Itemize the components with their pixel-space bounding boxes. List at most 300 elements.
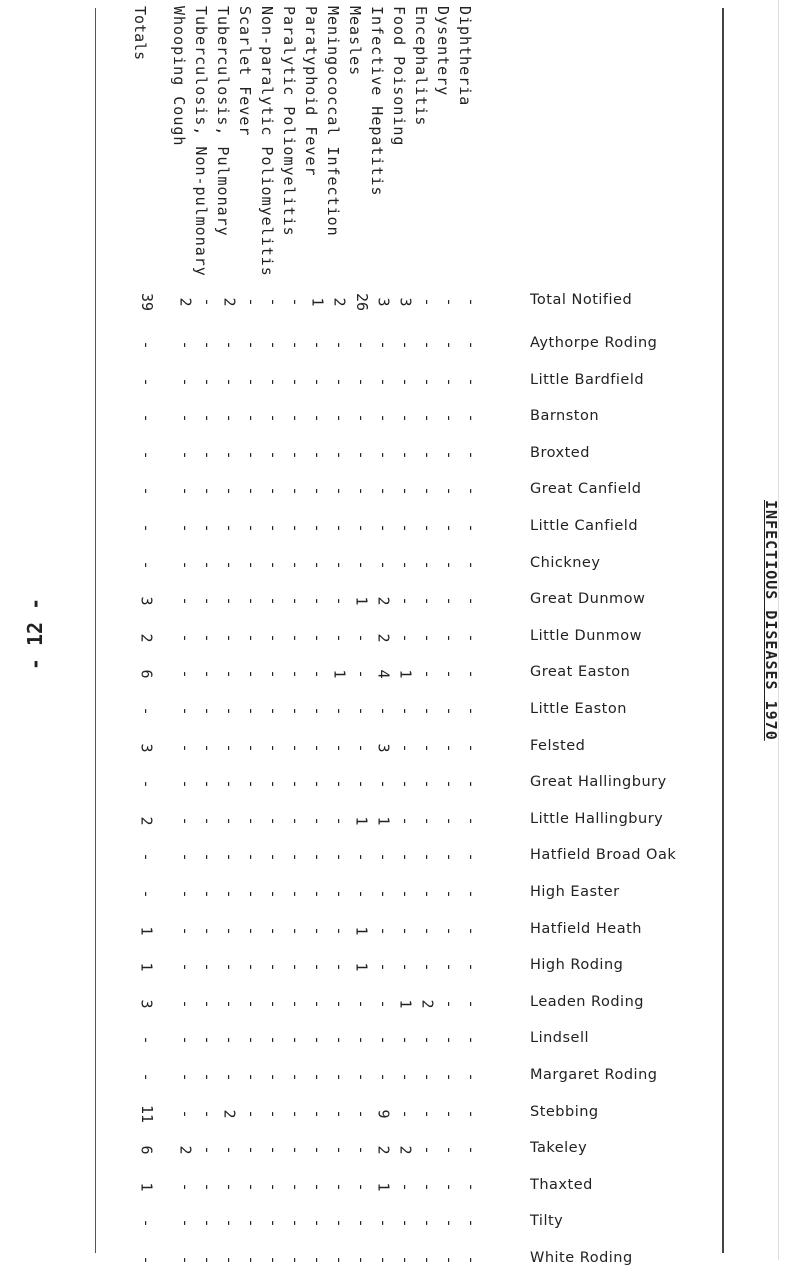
row-total-cell: - (138, 523, 156, 533)
total-notified-row (0, 290, 800, 330)
disease-cell: - (221, 706, 239, 716)
table-row (0, 1211, 800, 1251)
disease-cell: - (265, 486, 283, 496)
disease-cell: - (331, 1072, 349, 1082)
disease-cell: - (463, 962, 481, 972)
disease-cell: - (397, 1072, 415, 1082)
disease-cell: - (265, 1255, 283, 1265)
disease-cell: - (199, 377, 217, 387)
disease-cell: - (177, 486, 195, 496)
total-notified-cell: - (441, 297, 459, 307)
disease-cell: - (375, 852, 393, 862)
row-total-cell: 3 (138, 596, 156, 606)
disease-cell: - (199, 340, 217, 350)
disease-cell: - (331, 523, 349, 533)
disease-cell: - (331, 486, 349, 496)
disease-cell: - (265, 669, 283, 679)
disease-cell: - (397, 1182, 415, 1192)
disease-cell: - (287, 486, 305, 496)
disease-cell: 2 (375, 633, 393, 643)
disease-cell: - (441, 1072, 459, 1082)
disease-cell: 2 (419, 999, 437, 1009)
disease-cell: - (397, 1109, 415, 1119)
disease-cell: - (309, 926, 327, 936)
disease-cell: - (199, 816, 217, 826)
disease-cell: - (243, 743, 261, 753)
disease-cell: - (199, 852, 217, 862)
row-total-cell: - (138, 486, 156, 496)
table-row (0, 1175, 800, 1215)
disease-cell: - (419, 926, 437, 936)
village-name: Felsted (530, 738, 586, 754)
disease-cell: - (221, 1145, 239, 1155)
disease-cell: - (463, 1109, 481, 1119)
disease-cell: - (419, 633, 437, 643)
total-notified-cell: 2 (331, 297, 349, 307)
disease-cell: - (243, 669, 261, 679)
disease-cell: 1 (397, 669, 415, 679)
table-row (0, 919, 800, 959)
disease-header: Paratyphoid Fever (302, 6, 320, 177)
disease-cell: - (177, 669, 195, 679)
disease-cell: - (243, 1145, 261, 1155)
disease-cell: - (243, 560, 261, 570)
disease-cell: - (199, 669, 217, 679)
disease-cell: - (309, 743, 327, 753)
disease-header: Non-paralytic Poliomyelitis (258, 6, 276, 277)
disease-cell: - (419, 523, 437, 533)
disease-cell: - (199, 596, 217, 606)
village-name: Margaret Roding (530, 1067, 658, 1083)
village-name: Little Easton (530, 701, 627, 717)
village-name: Little Hallingbury (530, 811, 664, 827)
disease-cell: - (375, 486, 393, 496)
disease-cell: - (331, 1035, 349, 1045)
disease-cell: - (353, 706, 371, 716)
disease-cell: - (243, 1218, 261, 1228)
disease-cell: - (419, 377, 437, 387)
disease-cell: - (441, 486, 459, 496)
disease-cell: - (419, 1218, 437, 1228)
table-row (0, 662, 800, 702)
disease-cell: - (287, 816, 305, 826)
table-row (0, 809, 800, 849)
disease-header: Paralytic Poliomyelitis (280, 6, 298, 237)
disease-cell: - (331, 1109, 349, 1119)
table-row (0, 1248, 800, 1288)
disease-cell: - (419, 1072, 437, 1082)
disease-cell: - (419, 1145, 437, 1155)
disease-cell: - (375, 450, 393, 460)
disease-cell: - (397, 1218, 415, 1228)
disease-cell: - (309, 1182, 327, 1192)
disease-cell: - (419, 669, 437, 679)
disease-cell: - (463, 1072, 481, 1082)
disease-cell: - (199, 1109, 217, 1119)
disease-cell: - (463, 706, 481, 716)
village-name: Broxted (530, 445, 590, 461)
disease-cell: - (397, 889, 415, 899)
disease-cell: - (441, 706, 459, 716)
village-name: High Easter (530, 884, 620, 900)
village-name: Great Hallingbury (530, 774, 667, 790)
disease-cell: - (199, 413, 217, 423)
row-total-cell: 6 (138, 669, 156, 679)
table-row (0, 1138, 800, 1178)
disease-cell: - (309, 889, 327, 899)
disease-cell: - (463, 560, 481, 570)
disease-cell: - (221, 1255, 239, 1265)
row-total-cell: 2 (138, 816, 156, 826)
disease-cell: - (331, 560, 349, 570)
disease-cell: - (331, 596, 349, 606)
village-name: Hatfield Broad Oak (530, 847, 677, 863)
disease-cell: - (353, 1145, 371, 1155)
table-row (0, 626, 800, 666)
disease-cell: - (287, 1218, 305, 1228)
disease-cell: 2 (177, 1145, 195, 1155)
disease-cell: - (309, 1255, 327, 1265)
village-name: Great Easton (530, 664, 631, 680)
disease-cell: - (353, 743, 371, 753)
disease-cell: - (375, 413, 393, 423)
disease-header: Tuberculosis, Pulmonary (214, 6, 232, 237)
disease-cell: - (287, 743, 305, 753)
disease-cell: - (353, 450, 371, 460)
total-notified-cell: - (419, 297, 437, 307)
disease-cell: - (441, 413, 459, 423)
disease-cell: - (199, 926, 217, 936)
disease-cell: - (397, 523, 415, 533)
row-total-cell: 1 (138, 926, 156, 936)
disease-cell: - (287, 560, 305, 570)
disease-cell: - (375, 962, 393, 972)
disease-cell: - (463, 1145, 481, 1155)
disease-cell: - (199, 706, 217, 716)
village-name: Leaden Roding (530, 994, 644, 1010)
disease-cell: - (419, 596, 437, 606)
village-name: Little Canfield (530, 518, 639, 534)
disease-cell: - (177, 523, 195, 533)
disease-cell: - (287, 1109, 305, 1119)
disease-cell: - (397, 450, 415, 460)
disease-cell: - (397, 340, 415, 350)
disease-cell: - (265, 596, 283, 606)
disease-cell: - (287, 633, 305, 643)
disease-cell: - (199, 1035, 217, 1045)
disease-cell: - (375, 779, 393, 789)
disease-cell: - (287, 596, 305, 606)
page-number: - 12 - (23, 597, 47, 671)
row-total-cell: - (138, 1218, 156, 1228)
disease-cell: - (265, 999, 283, 1009)
disease-header: Diphtheria (456, 6, 474, 107)
disease-cell: - (375, 377, 393, 387)
disease-cell: - (287, 1035, 305, 1045)
disease-cell: - (177, 1182, 195, 1192)
disease-header: Tuberculosis, Non-pulmonary (192, 6, 210, 277)
disease-cell: - (265, 1182, 283, 1192)
disease-cell: - (243, 999, 261, 1009)
disease-cell: - (243, 889, 261, 899)
disease-cell: - (265, 926, 283, 936)
disease-cell: - (265, 779, 283, 789)
disease-cell: - (287, 852, 305, 862)
disease-cell: - (265, 743, 283, 753)
disease-cell: - (331, 779, 349, 789)
total-notified-cell: 2 (221, 297, 239, 307)
disease-cell: - (243, 1109, 261, 1119)
disease-cell: - (265, 450, 283, 460)
disease-cell: - (221, 340, 239, 350)
disease-header: Whooping Cough (170, 6, 188, 147)
disease-cell: - (331, 1145, 349, 1155)
disease-cell: - (463, 486, 481, 496)
disease-cell: - (463, 1218, 481, 1228)
disease-cell: - (221, 779, 239, 789)
disease-cell: - (419, 450, 437, 460)
disease-cell: - (331, 633, 349, 643)
disease-cell: - (397, 413, 415, 423)
disease-cell: - (331, 852, 349, 862)
disease-cell: - (199, 1182, 217, 1192)
table-row (0, 1065, 800, 1105)
table-row (0, 845, 800, 885)
disease-cell: - (309, 1072, 327, 1082)
disease-cell: - (353, 523, 371, 533)
disease-cell: - (265, 962, 283, 972)
village-name: Stebbing (530, 1104, 599, 1120)
disease-cell: - (397, 596, 415, 606)
disease-cell: - (309, 962, 327, 972)
disease-cell: - (287, 669, 305, 679)
disease-cell: - (331, 450, 349, 460)
disease-cell: - (177, 889, 195, 899)
village-name: Chickney (530, 555, 601, 571)
disease-cell: - (353, 486, 371, 496)
disease-cell: - (309, 450, 327, 460)
disease-cell: - (287, 1072, 305, 1082)
disease-cell: - (199, 1145, 217, 1155)
disease-cell: - (265, 523, 283, 533)
disease-cell: - (199, 523, 217, 533)
disease-cell: - (331, 816, 349, 826)
disease-cell: - (221, 926, 239, 936)
village-name: Thaxted (530, 1177, 593, 1193)
disease-cell: 1 (375, 816, 393, 826)
disease-cell: - (331, 926, 349, 936)
disease-cell: - (309, 852, 327, 862)
disease-cell: - (287, 523, 305, 533)
disease-cell: - (463, 1035, 481, 1045)
disease-cell: - (309, 669, 327, 679)
table-row (0, 443, 800, 483)
table-row (0, 406, 800, 446)
disease-cell: - (177, 962, 195, 972)
disease-cell: 1 (353, 596, 371, 606)
disease-cell: 1 (353, 926, 371, 936)
row-total-cell: - (138, 1035, 156, 1045)
disease-cell: - (331, 706, 349, 716)
disease-header: Meningococcal Infection (324, 6, 342, 237)
disease-cell: - (177, 1072, 195, 1082)
disease-cell: - (441, 377, 459, 387)
disease-cell: - (287, 1145, 305, 1155)
disease-cell: - (243, 706, 261, 716)
disease-cell: - (463, 999, 481, 1009)
disease-cell: - (177, 1255, 195, 1265)
table-row (0, 589, 800, 629)
disease-cell: - (199, 633, 217, 643)
disease-cell: - (397, 486, 415, 496)
table-row (0, 479, 800, 519)
disease-cell: - (177, 999, 195, 1009)
row-total-cell: - (138, 889, 156, 899)
disease-cell: - (375, 523, 393, 533)
disease-cell: - (353, 1072, 371, 1082)
disease-header: Dysentery (434, 6, 452, 97)
disease-cell: - (419, 486, 437, 496)
disease-cell: - (441, 1255, 459, 1265)
disease-cell: - (221, 1218, 239, 1228)
disease-cell: - (309, 340, 327, 350)
disease-cell: - (375, 340, 393, 350)
village-name: Little Bardfield (530, 372, 645, 388)
disease-cell: - (419, 560, 437, 570)
disease-cell: - (463, 633, 481, 643)
disease-cell: - (441, 669, 459, 679)
disease-cell: - (243, 633, 261, 643)
disease-cell: - (353, 1182, 371, 1192)
disease-cell: - (177, 560, 195, 570)
row-total-cell: 3 (138, 743, 156, 753)
disease-cell: - (331, 999, 349, 1009)
disease-cell: - (221, 560, 239, 570)
disease-cell: - (309, 999, 327, 1009)
disease-cell: - (287, 706, 305, 716)
village-name: High Roding (530, 957, 624, 973)
disease-cell: - (353, 999, 371, 1009)
disease-cell: - (397, 1255, 415, 1265)
disease-cell: - (199, 486, 217, 496)
disease-cell: - (287, 413, 305, 423)
disease-cell: - (441, 633, 459, 643)
disease-cell: - (243, 596, 261, 606)
disease-cell: - (265, 377, 283, 387)
disease-cell: - (221, 962, 239, 972)
disease-cell: - (353, 340, 371, 350)
disease-cell: - (265, 1035, 283, 1045)
row-total-cell: - (138, 706, 156, 716)
disease-cell: - (463, 377, 481, 387)
disease-cell: - (243, 450, 261, 460)
disease-cell: - (419, 743, 437, 753)
disease-cell: - (287, 779, 305, 789)
disease-cell: - (177, 926, 195, 936)
disease-cell: - (441, 523, 459, 533)
table-row (0, 370, 800, 410)
disease-cell: - (199, 1218, 217, 1228)
disease-cell: - (177, 852, 195, 862)
disease-cell: - (375, 560, 393, 570)
row-total-cell: - (138, 413, 156, 423)
disease-cell: - (463, 1255, 481, 1265)
disease-cell: - (397, 560, 415, 570)
disease-cell: - (441, 1218, 459, 1228)
row-total-cell: - (138, 450, 156, 460)
disease-cell: - (309, 706, 327, 716)
disease-cell: - (287, 889, 305, 899)
disease-cell: - (331, 743, 349, 753)
disease-cell: - (331, 413, 349, 423)
disease-cell: - (353, 669, 371, 679)
disease-cell: - (441, 779, 459, 789)
disease-cell: - (265, 633, 283, 643)
disease-cell: - (419, 1182, 437, 1192)
total-notified-cell: - (287, 297, 305, 307)
village-name: Takeley (530, 1140, 588, 1156)
row-total-cell: - (138, 779, 156, 789)
disease-cell: - (441, 1035, 459, 1045)
disease-cell: 1 (375, 1182, 393, 1192)
disease-cell: - (243, 340, 261, 350)
village-name: Great Canfield (530, 481, 642, 497)
row-total-cell: - (138, 340, 156, 350)
disease-cell: - (463, 889, 481, 899)
table-row (0, 955, 800, 995)
disease-cell: - (353, 779, 371, 789)
disease-cell: - (221, 486, 239, 496)
disease-cell: - (221, 999, 239, 1009)
disease-cell: - (265, 1218, 283, 1228)
disease-cell: - (265, 852, 283, 862)
disease-cell: - (177, 816, 195, 826)
disease-cell: - (287, 450, 305, 460)
disease-header: Measles (346, 6, 364, 77)
disease-cell: 2 (375, 1145, 393, 1155)
disease-cell: - (397, 926, 415, 936)
disease-cell: - (265, 560, 283, 570)
disease-cell: - (331, 340, 349, 350)
row-total-cell: - (138, 1255, 156, 1265)
disease-cell: - (243, 816, 261, 826)
disease-cell: - (287, 926, 305, 936)
disease-cell: - (177, 633, 195, 643)
disease-cell: - (463, 926, 481, 936)
total-notified-cell: 2 (177, 297, 195, 307)
disease-cell: 1 (353, 962, 371, 972)
disease-cell: - (221, 1182, 239, 1192)
disease-cell: - (309, 523, 327, 533)
disease-cell: - (419, 340, 437, 350)
table-row (0, 736, 800, 776)
disease-cell: - (199, 779, 217, 789)
disease-cell: - (397, 633, 415, 643)
disease-cell: - (463, 1182, 481, 1192)
disease-cell: - (397, 779, 415, 789)
total-notified-label: Total Notified (530, 292, 633, 308)
village-name: Tilty (530, 1213, 564, 1229)
village-name: Aythorpe Roding (530, 335, 658, 351)
disease-cell: - (265, 413, 283, 423)
row-total-cell: 11 (138, 1104, 156, 1124)
disease-cell: - (331, 889, 349, 899)
disease-cell: - (441, 999, 459, 1009)
disease-cell: - (353, 560, 371, 570)
disease-cell: 2 (397, 1145, 415, 1155)
disease-cell: 1 (397, 999, 415, 1009)
total-notified-cell: - (463, 297, 481, 307)
